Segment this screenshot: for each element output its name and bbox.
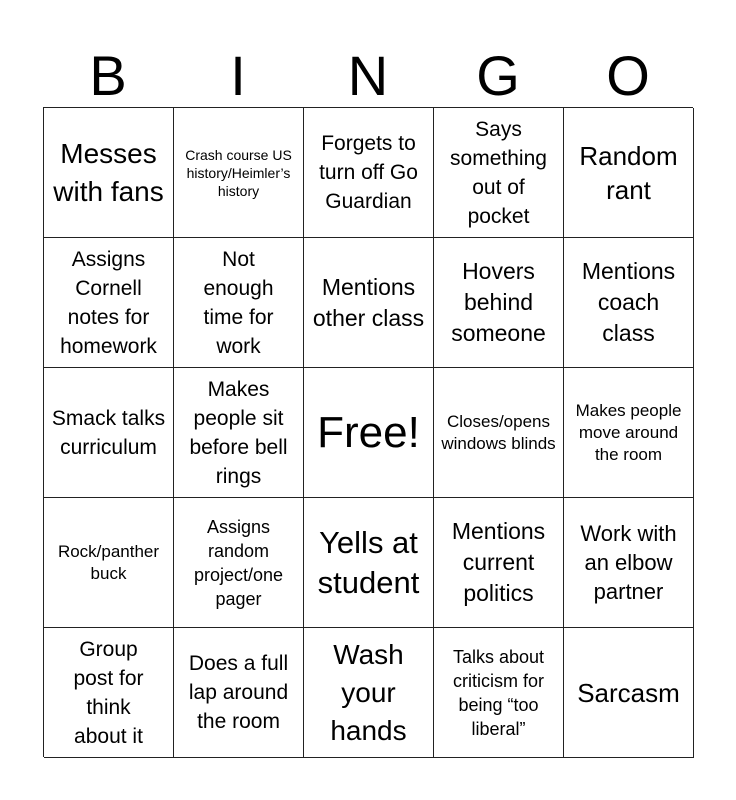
cell-text: Does a full lap around the room [188, 652, 289, 733]
bingo-cell-r1c1[interactable] [44, 108, 174, 238]
bingo-cell-r3c4[interactable] [434, 368, 564, 498]
bingo-cell-r1c5[interactable] [564, 108, 694, 238]
bingo-cell-r2c5[interactable] [564, 238, 694, 368]
bingo-cell-r2c2[interactable] [174, 238, 304, 368]
bingo-cell-r4c3[interactable] [304, 498, 434, 628]
cell-text: Smack talks curriculum [51, 406, 166, 459]
cell-text: Talks about criticism for being “too liberal” [452, 646, 545, 739]
header-letter-b: B [89, 44, 127, 107]
bingo-cell-free[interactable] [304, 368, 434, 498]
cell-text: Crash course US history/Heimler’s history [185, 146, 292, 199]
cell-text: Messes with fans [53, 137, 164, 207]
cell-text: Wash your hands [330, 638, 407, 746]
cell-text: Work with an elbow partner [580, 521, 677, 604]
cell-text: Rock/panther buck [57, 541, 160, 583]
bingo-cell-r5c3[interactable] [304, 628, 434, 758]
bingo-header [43, 42, 693, 108]
bingo-cell-r2c1[interactable] [44, 238, 174, 368]
cell-text: Random rant [579, 140, 678, 205]
bingo-cell-r1c3[interactable] [304, 108, 434, 238]
bingo-cell-r3c1[interactable] [44, 368, 174, 498]
cell-text: Free! [317, 407, 420, 457]
bingo-cell-r3c5[interactable] [564, 368, 694, 498]
cell-text: Yells at student [317, 524, 420, 600]
cell-text: Group post for think about it [73, 637, 144, 748]
bingo-board [43, 107, 693, 757]
bingo-cell-r3c2[interactable] [174, 368, 304, 498]
cell-text: Forgets to turn off Go Guardian [319, 132, 418, 213]
cell-text: Closes/opens windows blinds [441, 411, 556, 453]
bingo-cell-r5c4[interactable] [434, 628, 564, 758]
bingo-cell-r4c4[interactable] [434, 498, 564, 628]
bingo-cell-r1c2[interactable] [174, 108, 304, 238]
bingo-cell-r5c5[interactable] [564, 628, 694, 758]
cell-text: Assigns random project/one pager [193, 516, 284, 609]
bingo-cell-r5c1[interactable] [44, 628, 174, 758]
cell-text: Sarcasm [577, 677, 680, 708]
cell-text: Assigns Cornell notes for homework [60, 247, 157, 358]
cell-text: Says something out of pocket [450, 117, 547, 228]
bingo-cell-r4c5[interactable] [564, 498, 694, 628]
cell-text: Makes people sit before bell rings [189, 377, 288, 488]
bingo-cell-r2c4[interactable] [434, 238, 564, 368]
bingo-cell-r4c2[interactable] [174, 498, 304, 628]
cell-text: Mentions other class [312, 273, 425, 331]
cell-text: Mentions coach class [581, 258, 676, 346]
header-letter-o: O [606, 44, 650, 107]
cell-text: Makes people move around the room [575, 400, 682, 464]
header-letter-n: N [347, 44, 389, 107]
cell-text: Mentions current politics [451, 518, 546, 606]
header-letter-g: G [476, 44, 520, 107]
cell-text: Hovers behind someone [451, 258, 546, 346]
bingo-cell-r4c1[interactable] [44, 498, 174, 628]
header-letter-i: I [230, 44, 246, 107]
bingo-cell-r1c4[interactable] [434, 108, 564, 238]
bingo-cell-r5c2[interactable] [174, 628, 304, 758]
bingo-cell-r2c3[interactable] [304, 238, 434, 368]
cell-text: Not enough time for work [203, 247, 274, 358]
